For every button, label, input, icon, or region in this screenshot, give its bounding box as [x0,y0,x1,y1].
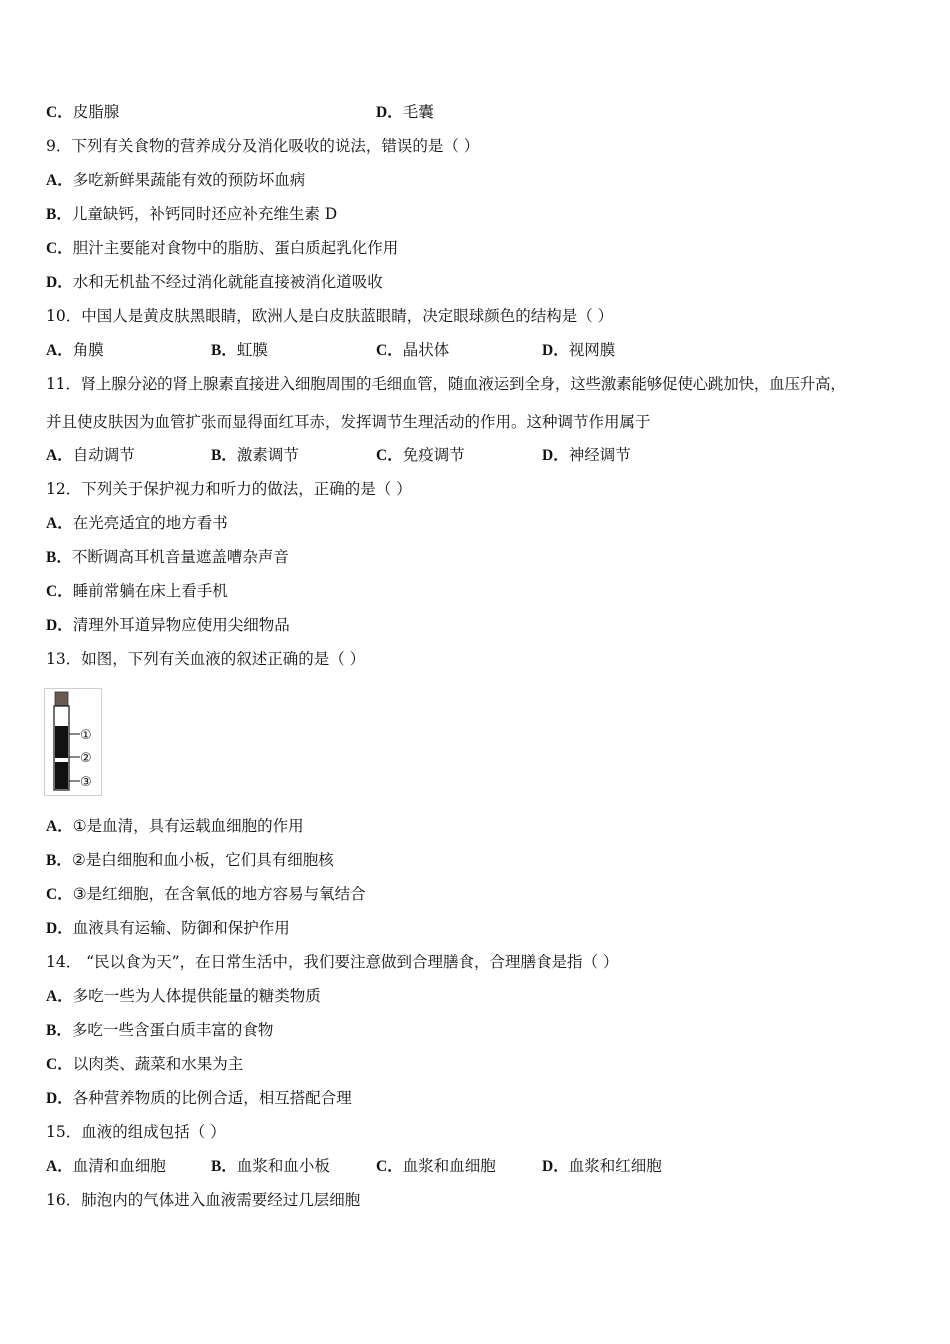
q9-option-c: C．胆汁主要能对食物中的脂肪、蛋白质起乳化作用 [46,239,399,257]
q9-stem: 9．下列有关食物的营养成分及消化吸收的说法，错误的是（ ） [46,137,480,155]
q12-option-c: C．睡前常躺在床上看手机 [46,582,228,600]
q10-option-d: D．视网膜 [542,341,616,359]
q9-option-d: D．水和无机盐不经过消化就能直接被消化道吸收 [46,273,383,291]
q10-option-b: B．虹膜 [211,341,268,359]
q10-stem: 10．中国人是黄皮肤黑眼睛，欧洲人是白皮肤蓝眼睛，决定眼球颜色的结构是（ ） [46,307,614,325]
q12-stem: 12．下列关于保护视力和听力的做法，正确的是（ ） [46,480,412,498]
layer-1-plasma [55,726,68,758]
q13-option-d: D．血液具有运输、防御和保护作用 [46,919,290,937]
q15-option-b: B．血浆和血小板 [211,1157,330,1175]
q14-stem: 14． “民以食为天”，在日常生活中，我们要注意做到合理膳食，合理膳食是指（ ） [46,953,619,971]
q9-option-b: B．儿童缺钙，补钙同时还应补充维生素 D [46,205,338,223]
q12-option-d: D．清理外耳道异物应使用尖细物品 [46,616,290,634]
q8-option-d: D．毛囊 [376,103,434,121]
q15-option-d: D．血浆和红细胞 [542,1157,662,1175]
q13-stem: 13．如图，下列有关血液的叙述正确的是（ ） [46,650,366,668]
q11-stem-line2: 并且使皮肤因为血管扩张而显得面红耳赤，发挥调节生理活动的作用。这种调节作用属于 [46,413,651,431]
q14-option-c: C．以肉类、蔬菜和水果为主 [46,1055,244,1073]
q14-option-a: A．多吃一些为人体提供能量的糖类物质 [46,987,321,1005]
q12-option-a: A．在光亮适宜的地方看书 [46,514,228,532]
q14-option-b: B．多吃一些含蛋白质丰富的食物 [46,1021,274,1039]
figure-frame [45,689,102,796]
blood-test-tube-figure [44,688,102,796]
q15-option-a: A．血清和血细胞 [46,1157,166,1175]
q10-option-a: A．角膜 [46,341,104,359]
q13-option-b: B．②是白细胞和血小板，它们具有细胞核 [46,851,334,869]
q8-option-c: C．皮脂腺 [46,103,120,121]
layer-3-red-cells [55,762,68,789]
q9-option-a: A．多吃新鲜果蔬能有效的预防坏血病 [46,171,306,189]
figure-label-3: ③ [80,775,92,790]
q10-option-c: C．晶状体 [376,341,450,359]
q13-option-a: A．①是血清，具有运载血细胞的作用 [46,817,304,835]
layer-2-buffy-coat [55,758,68,762]
q13-option-c: C．③是红细胞，在含氧低的地方容易与氧结合 [46,885,366,903]
q11-option-c: C．免疫调节 [376,446,465,464]
q15-option-c: C．血浆和血细胞 [376,1157,496,1175]
figure-label-2: ② [80,751,92,766]
q11-option-b: B．激素调节 [211,446,299,464]
figure-label-1: ① [80,728,92,743]
q11-option-d: D．神经调节 [542,446,631,464]
q15-stem: 15．血液的组成包括（ ） [46,1123,226,1141]
q12-option-b: B．不断调高耳机音量遮盖嘈杂声音 [46,548,289,566]
tube-stopper [55,692,68,706]
q16-stem: 16．肺泡内的气体进入血液需要经过几层细胞 [46,1191,361,1209]
q11-option-a: A．自动调节 [46,446,135,464]
q11-stem-line1: 11．肾上腺分泌的肾上腺素直接进入细胞周围的毛细血管，随血液运到全身，这些激素能够促使心跳加快，血压升高， [46,375,846,393]
q14-option-d: D．各种营养物质的比例合适，相互搭配合理 [46,1089,352,1107]
